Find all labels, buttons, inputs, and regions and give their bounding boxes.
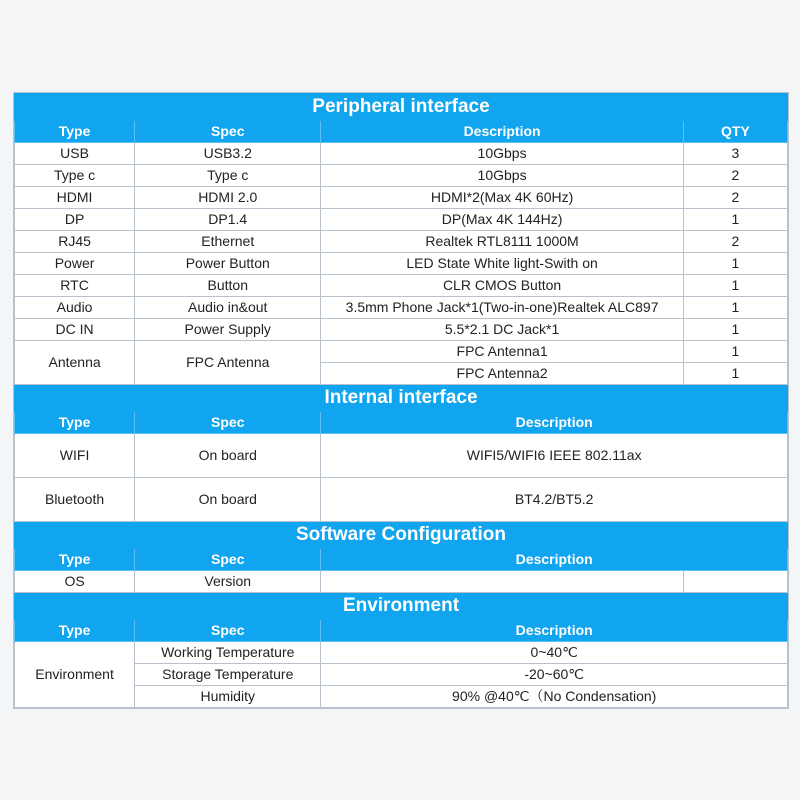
cell-spec: DP1.4	[135, 209, 321, 231]
section-title-environment: Environment	[15, 593, 788, 620]
section-title-software: Software Configuration	[15, 522, 788, 549]
cell-type: RTC	[15, 275, 135, 297]
table-row	[15, 319, 788, 341]
cell-spec: Working Temperature	[135, 642, 321, 664]
cell-extra	[683, 571, 787, 593]
cell-spec: FPC Antenna	[135, 341, 321, 385]
cell-description	[321, 571, 683, 593]
cell-type: Bluetooth	[15, 478, 135, 522]
cell-type: DP	[15, 209, 135, 231]
cell-type: WIFI	[15, 434, 135, 478]
column-header-type: Type	[15, 549, 135, 571]
cell-spec: Type c	[135, 165, 321, 187]
spec-table	[14, 93, 788, 708]
table-row	[15, 642, 788, 664]
column-header-description: Description	[321, 549, 788, 571]
cell-spec: Button	[135, 275, 321, 297]
cell-description: CLR CMOS Button	[321, 275, 683, 297]
cell-qty: 1	[683, 319, 787, 341]
cell-type: Antenna	[15, 341, 135, 385]
cell-qty: 1	[683, 341, 787, 363]
cell-description: -20~60℃	[321, 664, 788, 686]
cell-description: Realtek RTL8111 1000M	[321, 231, 683, 253]
cell-qty: 2	[683, 231, 787, 253]
cell-spec: Ethernet	[135, 231, 321, 253]
cell-spec: HDMI 2.0	[135, 187, 321, 209]
column-header-description: Description	[321, 620, 788, 642]
cell-description: FPC Antenna1	[321, 341, 683, 363]
column-header-description: Description	[321, 412, 788, 434]
column-header-description: Description	[321, 121, 683, 143]
cell-description: FPC Antenna2	[321, 363, 683, 385]
cell-spec: Power Button	[135, 253, 321, 275]
column-header-type: Type	[15, 412, 135, 434]
cell-spec: Audio in&out	[135, 297, 321, 319]
cell-qty: 2	[683, 187, 787, 209]
table-row	[15, 341, 788, 363]
cell-description: 3.5mm Phone Jack*1(Two-in-one)Realtek ALC897	[321, 297, 683, 319]
column-header-spec: Spec	[135, 412, 321, 434]
cell-type: Environment	[15, 642, 135, 708]
cell-description: 5.5*2.1 DC Jack*1	[321, 319, 683, 341]
cell-description: 0~40℃	[321, 642, 788, 664]
cell-type: DC IN	[15, 319, 135, 341]
section-title-peripheral: Peripheral interface	[15, 94, 788, 121]
column-header-qty: QTY	[683, 121, 787, 143]
table-row	[15, 297, 788, 319]
cell-description: DP(Max 4K 144Hz)	[321, 209, 683, 231]
cell-qty: 1	[683, 363, 787, 385]
cell-qty: 1	[683, 297, 787, 319]
spec-sheet	[13, 92, 789, 709]
cell-qty: 2	[683, 165, 787, 187]
cell-qty: 1	[683, 209, 787, 231]
table-row	[15, 231, 788, 253]
table-row	[15, 275, 788, 297]
table-row	[15, 187, 788, 209]
cell-description: 10Gbps	[321, 143, 683, 165]
table-row	[15, 478, 788, 522]
table-row	[15, 434, 788, 478]
cell-qty: 1	[683, 253, 787, 275]
column-header-type: Type	[15, 121, 135, 143]
cell-spec: Humidity	[135, 686, 321, 708]
column-header-type: Type	[15, 620, 135, 642]
cell-spec: Storage Temperature	[135, 664, 321, 686]
cell-type: USB	[15, 143, 135, 165]
cell-qty: 3	[683, 143, 787, 165]
cell-description: LED State White light-Swith on	[321, 253, 683, 275]
cell-spec: Version	[135, 571, 321, 593]
cell-description: BT4.2/BT5.2	[321, 478, 788, 522]
cell-spec: On board	[135, 434, 321, 478]
cell-qty: 1	[683, 275, 787, 297]
cell-type: HDMI	[15, 187, 135, 209]
table-row	[15, 209, 788, 231]
cell-description: 90% @40℃（No Condensation)	[321, 686, 788, 708]
cell-spec: USB3.2	[135, 143, 321, 165]
column-header-spec: Spec	[135, 549, 321, 571]
table-row	[15, 571, 788, 593]
section-title-internal: Internal interface	[15, 385, 788, 412]
cell-description: WIFI5/WIFI6 IEEE 802.11ax	[321, 434, 788, 478]
cell-type: Power	[15, 253, 135, 275]
cell-type: Audio	[15, 297, 135, 319]
table-row	[15, 143, 788, 165]
cell-description: HDMI*2(Max 4K 60Hz)	[321, 187, 683, 209]
cell-type: Type c	[15, 165, 135, 187]
column-header-spec: Spec	[135, 121, 321, 143]
column-header-spec: Spec	[135, 620, 321, 642]
cell-type: OS	[15, 571, 135, 593]
table-row	[15, 165, 788, 187]
table-row	[15, 253, 788, 275]
cell-description: 10Gbps	[321, 165, 683, 187]
cell-spec: Power Supply	[135, 319, 321, 341]
cell-spec: On board	[135, 478, 321, 522]
cell-type: RJ45	[15, 231, 135, 253]
